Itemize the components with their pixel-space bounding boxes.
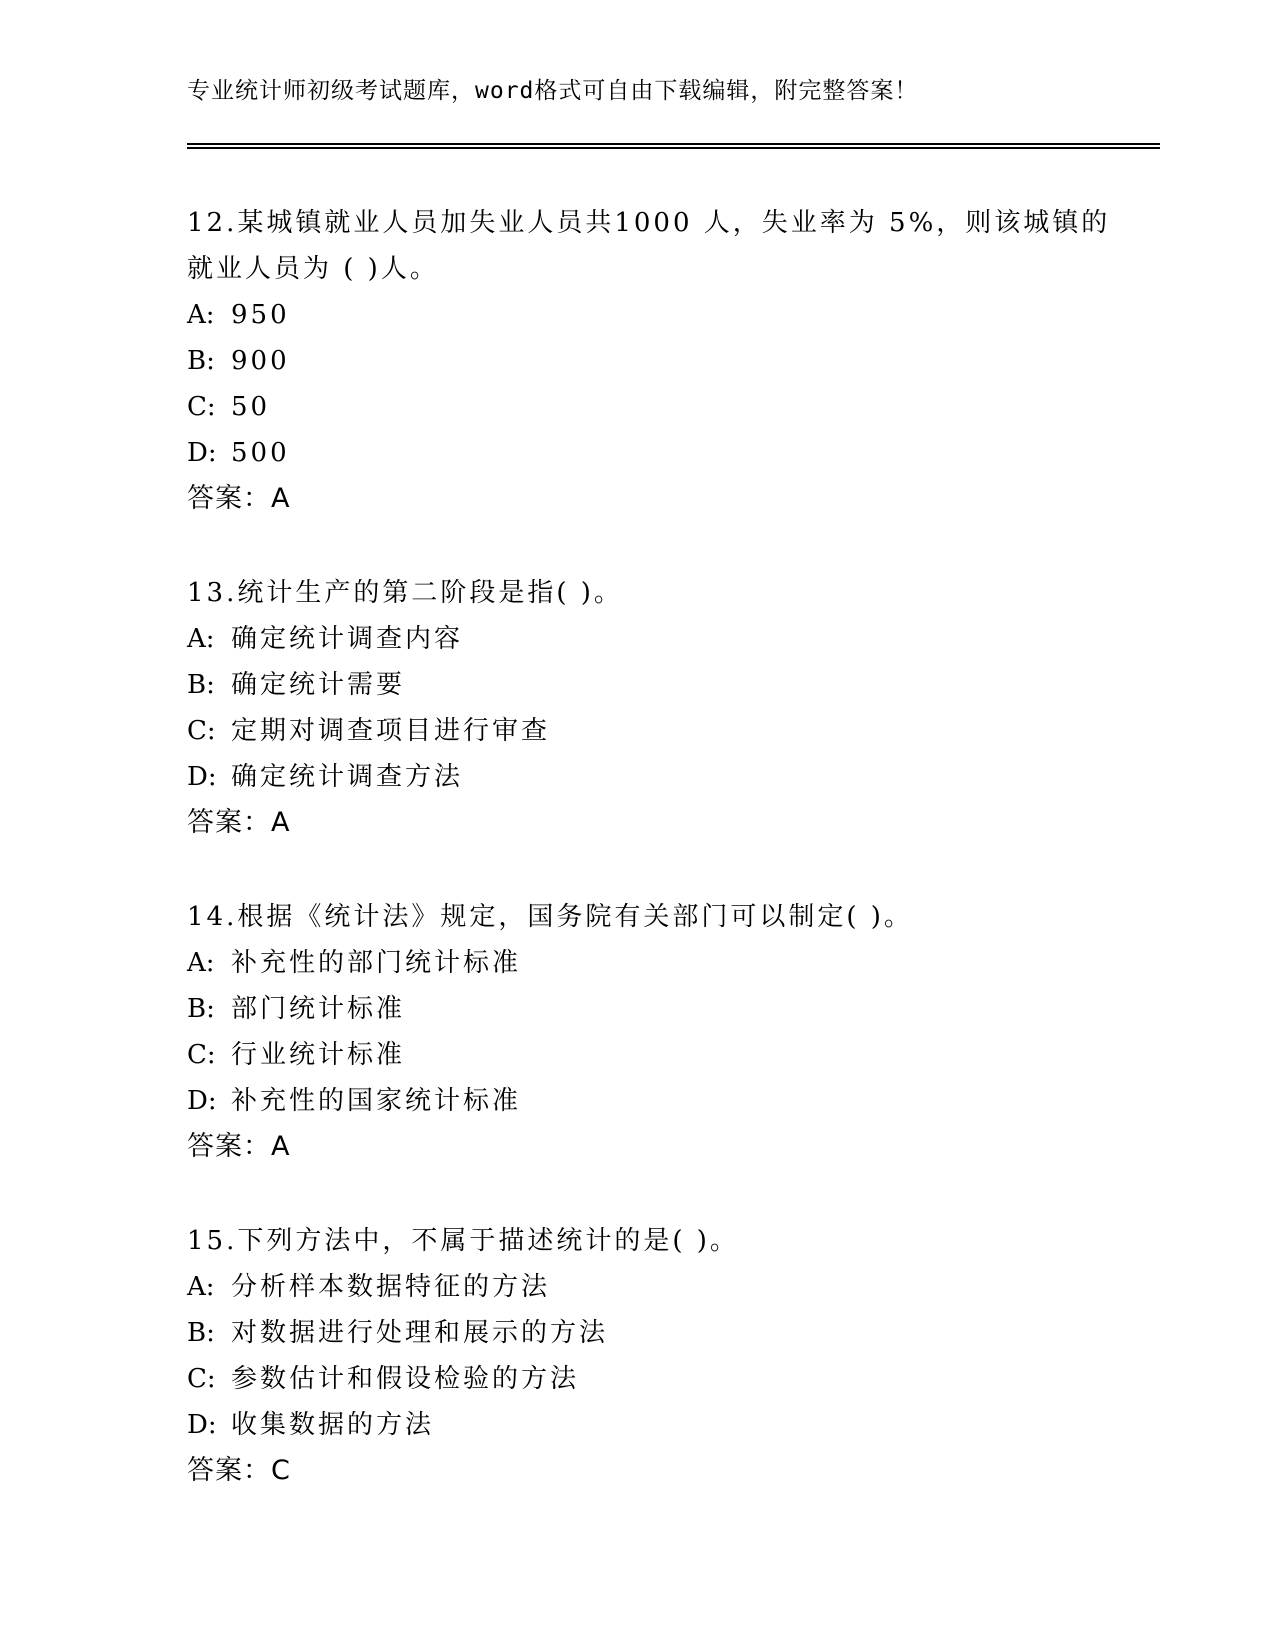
- option-d: [187, 430, 1117, 476]
- option-text: 部门统计标准: [231, 994, 406, 1024]
- option-c: [187, 1032, 1117, 1078]
- answer-line: 答案：A: [187, 483, 291, 514]
- option-text: 50: [231, 392, 271, 422]
- option-c: [187, 384, 1117, 430]
- option-c: [187, 1356, 1117, 1402]
- option-text: 900: [231, 346, 290, 376]
- header-double-rule: [187, 143, 1160, 149]
- answer-line: 答案：A: [187, 807, 291, 838]
- option-a: [187, 940, 1117, 986]
- option-a: [187, 616, 1117, 662]
- option-text: 补充性的部门统计标准: [231, 948, 522, 978]
- option-a: [187, 292, 1117, 338]
- option-letter: D:: [187, 438, 217, 468]
- question-stem: 12.某城镇就业人员加失业人员共1000 人，失业率为 5%，则该城镇的就业人员为 ( )人。: [187, 208, 1111, 284]
- option-text: 行业统计标准: [231, 1040, 406, 1070]
- option-text: 确定统计调查内容: [231, 624, 464, 654]
- option-letter: B:: [187, 346, 215, 376]
- option-letter: C:: [187, 392, 216, 422]
- question-stem: 14.根据《统计法》规定，国务院有关部门可以制定( )。: [187, 902, 913, 932]
- answer-line: 答案：A: [187, 1131, 291, 1162]
- option-letter: D:: [187, 1086, 217, 1116]
- question-stem: 15.下列方法中，不属于描述统计的是( )。: [187, 1226, 739, 1256]
- option-text: 950: [231, 300, 290, 330]
- option-letter: B:: [187, 994, 215, 1024]
- option-letter: D:: [187, 762, 217, 792]
- question-13: [187, 570, 1117, 846]
- page-header: 专业统计师初级考试题库，word格式可自由下载编辑，附完整答案！: [187, 78, 919, 104]
- option-text: 参数估计和假设检验的方法: [231, 1364, 580, 1394]
- option-text: 收集数据的方法: [231, 1410, 435, 1440]
- option-b: [187, 662, 1117, 708]
- option-letter: C:: [187, 716, 216, 746]
- option-b: [187, 338, 1117, 384]
- option-text: 分析样本数据特征的方法: [231, 1272, 551, 1302]
- option-letter: D:: [187, 1410, 217, 1440]
- option-text: 确定统计调查方法: [231, 762, 464, 792]
- option-b: [187, 1310, 1117, 1356]
- question-14: [187, 894, 1117, 1170]
- option-letter: A:: [187, 948, 215, 978]
- option-text: 定期对调查项目进行审查: [231, 716, 551, 746]
- option-letter: C:: [187, 1364, 216, 1394]
- option-letter: A:: [187, 624, 215, 654]
- option-letter: A:: [187, 300, 215, 330]
- answer-line: 答案：C: [187, 1455, 291, 1486]
- option-d: [187, 1078, 1117, 1124]
- option-c: [187, 708, 1117, 754]
- option-letter: B:: [187, 1318, 215, 1348]
- question-15: [187, 1218, 1117, 1494]
- option-letter: C:: [187, 1040, 216, 1070]
- option-a: [187, 1264, 1117, 1310]
- option-d: [187, 754, 1117, 800]
- question-12: [187, 200, 1117, 522]
- option-text: 确定统计需要: [231, 670, 406, 700]
- option-letter: B:: [187, 670, 215, 700]
- question-stem: 13.统计生产的第二阶段是指( )。: [187, 578, 623, 608]
- option-d: [187, 1402, 1117, 1448]
- option-letter: A:: [187, 1272, 215, 1302]
- option-text: 500: [231, 438, 290, 468]
- option-text: 补充性的国家统计标准: [231, 1086, 522, 1116]
- option-text: 对数据进行处理和展示的方法: [231, 1318, 609, 1348]
- option-b: [187, 986, 1117, 1032]
- question-list: [187, 200, 1117, 1542]
